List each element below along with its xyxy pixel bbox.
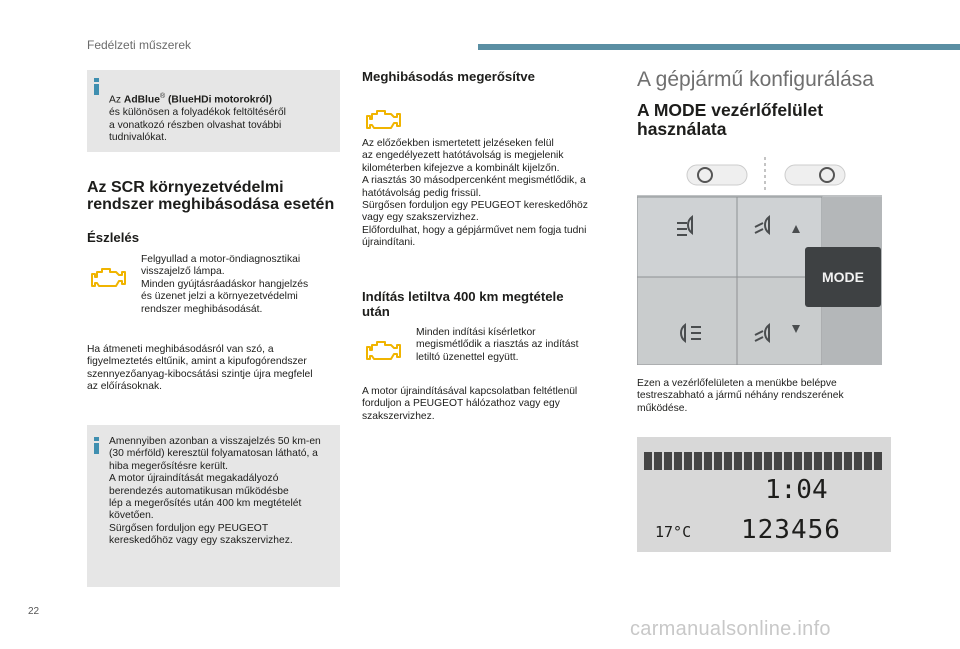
page-number: 22 <box>28 606 40 617</box>
lcd-odometer: 123456 <box>741 515 841 545</box>
watermark: carmanualsonline.info <box>630 618 831 640</box>
engine-warning-icon <box>366 338 402 364</box>
info-box-confirmation <box>87 425 340 587</box>
info-box-adblue-text <box>109 79 334 144</box>
info-prefix: Az <box>109 94 124 106</box>
info-box-confirmation-text: Amennyiben azonban a visszajelzés 50 km-en (30 mérföld) keresztül folyamatosan látható, a hiba megerősítésre került. A motor újraindítását megakadályozó berendezés automatikusan működésbe lép a megerősítés után 400 km megtételét követően. Sürgősen forduljon egy PEUGEOT kereskedőhöz vagy egy szakszervizhez. <box>109 436 321 547</box>
detection-icon-text: Felgyullad a motor-öndiagnosztikai visszajelző lámpa. Minden gyújtásráadáskor hangjelzés és üzenet jelzi a környezetvédelmi rendszer meghibásodását. <box>141 254 309 315</box>
mode-caption: Ezen a vezérlőfelületen a menükbe belépve testreszabható a jármű néhány rendszerének működése. <box>637 378 844 414</box>
info-box-adblue <box>87 70 340 152</box>
mode-control-panel <box>637 155 882 365</box>
fault-confirmed-title: Meghibásodás megerősítve <box>362 69 535 84</box>
header-accent-bar <box>478 44 960 50</box>
start-blocked-title: Indítás letiltva 400 km megtétele után <box>362 289 564 319</box>
section-header: Fedélzeti műszerek <box>87 38 192 52</box>
mode-button: MODE <box>822 269 864 285</box>
detection-paragraph: Ha átmeneti meghibásodásról van szó, a figyelmeztetés eltűnik, amint a kipufogórendszer szennyezőanyag-kibocsátási szintje újra megfelel az előírásoknak. <box>87 344 313 393</box>
info-icon <box>94 437 99 453</box>
detection-subtitle: Észlelés <box>87 230 140 245</box>
info-bold-bluehdi: (BlueHDi motorokról) <box>165 94 273 106</box>
engine-warning-icon <box>91 265 127 291</box>
info-rest: és különösen a folyadékok feltöltéséről a vonatkozó részben olvashat további tudnivalókat. <box>109 107 286 144</box>
start-blocked-icon-text: Minden indítási kísérletkor megismétlődik a riasztás az indítást letiltó üzenettel együtt. <box>416 327 579 363</box>
network-contact-text: A motor újraindításával kapcsolatban feltétlenül forduljon a PEUGEOT hálózathoz vagy egy szakszervizhez. <box>362 386 578 422</box>
info-icon <box>94 78 99 94</box>
lcd-display <box>637 437 891 552</box>
fault-confirmed-text: Az előzőekben ismertetett jelzéseken felül az engedélyezett hatótávolság is megjelenik kilométerben kifejezve a kombinált kijelzőn. A riasztás 30 másodpercenként megismétlődik, a hatótávolság pedig frissül. Sürgősen forduljon egy PEUGEOT kereskedőhöz vagy egy szakszervizhez. Előfordulhat, hogy a gépjárművet nem fogja tudni újraindítani. <box>362 138 588 249</box>
config-title: A gépjármű konfigurálása <box>637 68 874 91</box>
lcd-temperature: 17°C <box>655 523 692 541</box>
lcd-dot-matrix-row <box>644 452 884 470</box>
mode-panel-title: A MODE vezérlőfelület használata <box>637 100 824 139</box>
lcd-time: 1:04 <box>765 475 828 505</box>
scr-section-title: Az SCR környezetvédelmi rendszer meghibásodása esetén <box>87 179 335 213</box>
engine-warning-icon <box>366 107 402 133</box>
info-bold-adblue: AdBlue <box>123 94 160 106</box>
info-registered: ® <box>159 93 166 101</box>
